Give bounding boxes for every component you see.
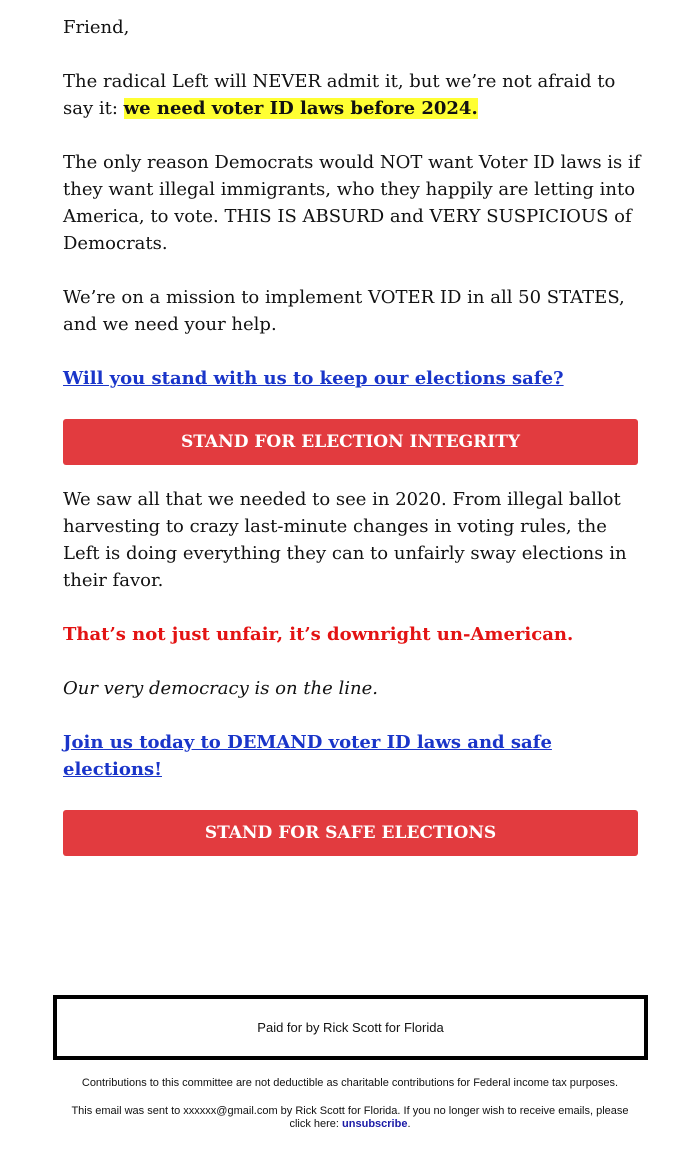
- stand-with-us-link[interactable]: Will you stand with us to keep our elections safe?: [63, 368, 564, 389]
- un-american-statement: That’s not just unfair, it’s downright un-American.: [63, 624, 574, 645]
- safe-elections-button[interactable]: STAND FOR SAFE ELECTIONS: [63, 810, 638, 856]
- paragraph-mission: We’re on a mission to implement VOTER ID in all 50 STATES, and we need your help.: [63, 287, 625, 335]
- highlighted-statement: we need voter ID laws before 2024.: [123, 98, 478, 119]
- unsubscribe-link[interactable]: unsubscribe: [342, 1118, 408, 1130]
- paragraph-2020: We saw all that we needed to see in 2020. From illegal ballot harvesting to crazy last-minute changes in voting rules, the Left is doing everything they can to unfairly sway elections in their favor.: [63, 489, 627, 591]
- email-body: [63, 14, 643, 877]
- demand-voter-id-link[interactable]: Join us today to DEMAND voter ID laws and safe elections!: [63, 732, 552, 780]
- tax-disclaimer: Contributions to this committee are not deductible as charitable contributions for Federal income tax purposes.: [81, 1077, 619, 1089]
- greeting: Friend,: [63, 17, 130, 38]
- intro-paragraph: [63, 68, 643, 122]
- sent-to-period: .: [407, 1118, 411, 1130]
- intro-text: The radical Left will NEVER admit it, but we’re not afraid to say it:: [63, 71, 616, 119]
- paid-for-text: Paid for by Rick Scott for Florida: [257, 1020, 444, 1035]
- link-paragraph-2: [63, 729, 643, 783]
- sent-to-text: This email was sent to xxxxxx@gmail.com by Rick Scott for Florida. If you no longer wish to receive emails, please click here:: [71, 1105, 629, 1130]
- paragraph-democrats: The only reason Democrats would NOT want Voter ID laws is if they want illegal immigrants, who they happily are letting into America, to vote. THIS IS ABSURD and VERY SUSPICIOUS of Democrats.: [63, 152, 641, 254]
- election-integrity-button[interactable]: STAND FOR ELECTION INTEGRITY: [63, 419, 638, 465]
- link-paragraph-1: [63, 365, 643, 392]
- footer: [60, 1077, 640, 1146]
- democracy-statement: Our very democracy is on the line.: [63, 678, 379, 699]
- paid-for-box: [53, 995, 648, 1060]
- sent-to-notice: [60, 1105, 640, 1131]
